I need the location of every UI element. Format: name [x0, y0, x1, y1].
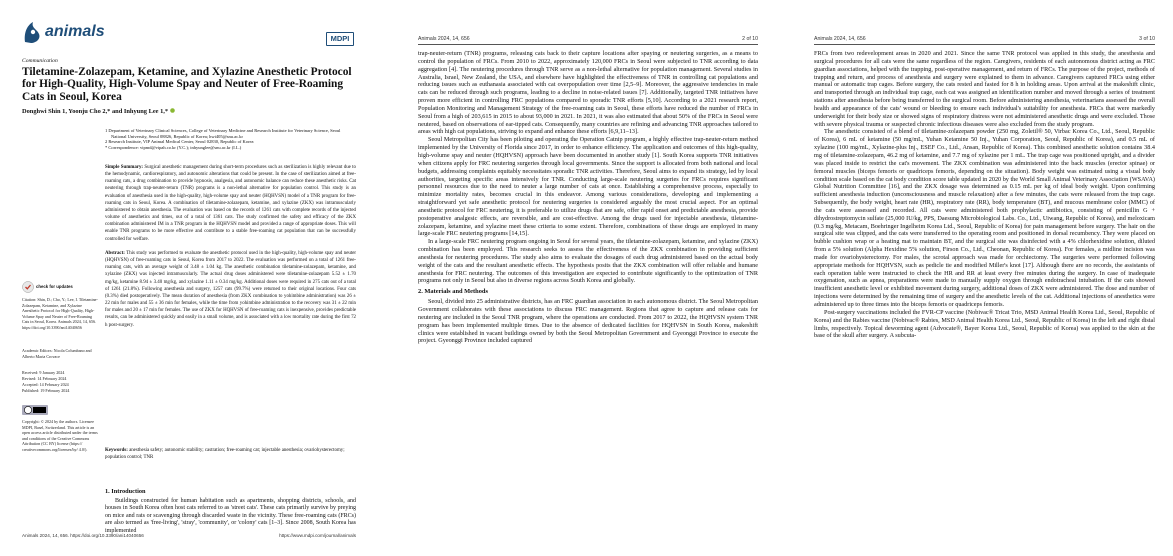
page-footer: [22, 533, 356, 538]
paragraph: trap-neuter-return (TNR) programs, releasing cats back to their capture locations after spaying or neutering surgeries, as a means to control the population of FRCs. From 2010 to 2022, approximately 120,000 FRCs in Seoul were subjected to TNR according to data aggregation [4]. The neutering procedures through TNR serve as a non-lethal alternative for population management. Several studies in Australia, Israel, New Zealand, the USA, and elsewhere have highlighted the effectiveness of TNR in controlling cat populations and reducing issues such as euthanasia associated with cat overpopulation over time [2,5–9]. Moreover, the aggressive tendencies in male cats can be reduced through such programs, leading to a decline in noise-related issues [7]. Additionally, targeted TNR initiatives have proven more efficient in controlling FRC populations compared to sporadic TNR efforts [5,10]. According to a 2021 research report, Population Monitoring and Management Strategy of the free-roaming cats in Seoul, these efforts have reduced the number of FRCs in Seoul from a high of 203,615 in 2015 to about 93,000 in 2021. In 2021, it was also estimated that about 50% of the FRCs in Seoul were neutered, based on observations of ear-tipped cats. Consequently, many countries are refining and advancing TNR approaches tailored to areas with high cat populations, striving to expand and enhance these efforts [6,9,11–13].: [418, 50, 758, 136]
date-published: Published: 19 February 2024: [22, 388, 70, 393]
journal-logo[interactable]: [22, 20, 105, 44]
header-citation: Animals 2024, 14, 656: [814, 36, 866, 42]
intro-paragraph: Buildings constructed for human habitation such as apartments, shopping districts, schools, and houses in South Korea often host cats referred to as 'street cats'. These cats primarily survive by preying on mice and rats or scavenging through discarded waste in the vicinity. These free-roaming cats (FRCs) are also termed as 'free-living', 'stray', 'community', or 'colony' cats [1–3]. Since 2008, South Korea has implemented: [105, 497, 356, 534]
affiliation-1: 1 Department of Veterinary Clinical Sciences, College of Veterinary Medicine and Research Institute for Veterinary Science, Seoul National University, Seoul 08826, Republic of Korea; hwi405@snu.ac.kr: [105, 128, 341, 139]
simple-summary-label: Simple Summary:: [105, 165, 144, 170]
page-number: 3 of 10: [1139, 36, 1155, 42]
citation: Citation: Shin, D.; Cho, Y.; Lee, I. Tiletamine-Zolazepam, Ketamine, and Xylazine Anesthetic Protocol for High-Quality, High-Volume Spay and Neuter of Free-Roaming Cats in Seoul, Korea. Animals 2024, 14, 656. https://doi.org/10.3390/ani14040656: [22, 297, 98, 330]
page-number: 2 of 10: [742, 36, 758, 42]
date-received: Received: 9 January 2024: [22, 370, 65, 375]
page-3: [792, 0, 1173, 556]
abstract-label: Abstract:: [105, 251, 125, 256]
orcid-icon[interactable]: [170, 108, 175, 113]
header-rule: [814, 44, 1155, 45]
introduction-section: [105, 488, 356, 535]
header-rule: [418, 44, 758, 45]
intro-heading: 1. Introduction: [105, 488, 146, 495]
article-title: Tiletamine-Zolazepam, Ketamine, and Xylazine Anesthetic Protocol for High-Quality, High-Volume Spay and Neuter of Free-Roaming Cats in Seoul, Korea: [22, 66, 352, 103]
paragraph: In a large-scale FRC neutering program ongoing in Seoul for several years, the tiletamine-zolazepam, ketamine, and xylazine (ZKX) combination has been employed. This research seeks to assess the effectiveness of the ZKX combination in providing sufficient anesthesia for neutering procedures. The study also aims to evaluate the dosages of each drug administered based on the actual body weight of the cats and the resultant anesthetic effects. The hypothesis posits that the ZKX combination will offer reliable and humane anesthesia for FRC neutering. The outcomes of this investigation are expected to contribute significantly to the optimization of TNR programs not only in Seoul but also in diverse regions across South Korea and globally.: [418, 238, 758, 285]
keywords-label: Keywords:: [105, 448, 128, 453]
page-header: [814, 36, 1155, 42]
section-heading: 2. Materials and Methods: [418, 288, 488, 296]
cc-license-icon[interactable]: [22, 405, 48, 415]
date-revised: Revised: 14 February 2024: [22, 376, 67, 381]
publisher-logo[interactable]: MDPI: [326, 32, 354, 46]
keywords-text: anesthesia safety; autonomic stability; castration; free-roaming cat; injectable anesthesia; ovariohysterectomy; population control; TNR: [105, 448, 345, 460]
abstract-text: This study was performed to evaluate the anesthetic protocol used in the high-quality, high-volume spay and neuter (HQHVSN) of free-roaming cats in Seoul, Korea from 2017 to 2022. The evaluation was performed on a total of 1261 free-roaming cats, with an average weight of 3.48 ± 1.04 kg. The anesthetic combination tiletamine-zolazepam, ketamine, and xylazine (ZKX) was injected intramuscularly. The actual drug doses administered were tiletamine-zolazepam 5.52 ± 1.70 mg/kg, ketamine 8.94 ± 3.40 mg/kg, and xylazine 1.11 ± 0.34 mg/kg. Additional doses were required in 275 cats out of a total of 1261 (21.8%). Following anesthesia and surgery, 1257 cats (99.7%) were returned to their original locations. Four cats (0.3%) died postoperatively. The mean duration of anesthesia (from ZKX combination to yohimbine administration) was 26 ± 22 min for males and 55 ± 36 min for females, while the time from yohimbine administration to the recovery was 31 ± 22 min for males and 20 ± 17 min for females. The use of ZKX for HQHVSN of free-roaming cats is inexpensive, provides predictable results, can be administered quickly and easily in a small volume, and is associated with a low mortality rate during the first 72 h post-surgery.: [105, 251, 356, 328]
author-list: [22, 108, 175, 115]
body-text: [814, 50, 1155, 340]
journal-name: animals: [45, 23, 105, 40]
footer-citation[interactable]: Animals 2024, 14, 656. https://doi.org/10.3390/ani14040656: [22, 533, 144, 538]
check-updates-icon: [22, 281, 34, 293]
paragraph: Post-surgery vaccinations included the FVR-CP vaccine (Nobivac® Tricat Trio, MSD Animal Health Korea Ltd., Seoul, Republic of Korea) and the Rabies vaccine (Nobivac® Rabies, MSD Animal Health Korea Ltd., Seoul, Republic of Korea) in the left and right distal limbs, respectively. Topical deworming agent (Advocate®, Bayer Korea Ltd., Seoul, Republic of Korea) was applied to the skin at the base of the skull after surgery. A subcuta-: [814, 308, 1155, 340]
page-1: [0, 0, 380, 556]
check-updates-text: check for updates: [36, 283, 73, 289]
page-2: [396, 0, 776, 556]
copyright-notice: Copyright: © 2024 by the authors. Licensee MDPI, Basel, Switzerland. This article is an open access article distributed under the terms and conditions of the Creative Commons Attribution (CC BY) license (https:// creativecommons.org/licenses/by/ 4.0/).: [22, 419, 98, 452]
check-for-updates-badge[interactable]: [22, 281, 73, 293]
footer-journal-url[interactable]: https://www.mdpi.com/journal/animals: [279, 533, 356, 538]
paragraph: FRCs from two redevelopment areas in 2020 and 2021. Since the same TNR protocol was applied in this study, the anesthesia and surgical procedures for all cats were the same regardless of the region. Caregivers, residents of each autonomous district acting as FRC guardian associations, helped with the trapping, post-operative management, and return of FRCs. The purpose of the project, methods of trapping and return, and process of anesthesia and surgery were explained to them in advance. Caregivers captured FRCs using either manual or automatic trap cages. Before surgery, the cats rested and fasted for 8 h in holding areas. Upon arrival at the makeshift clinic, and transported through an individual trap cage, each cat was assigned an identification number and moved through a series of treatment stations after anesthesia before being transferred to the surgical room. Before administering anesthesia, veterinarians assessed the overall health and appearance of the cats' wound or bleeding to ensure each individual's suitability for anesthesia. FRCs that were markedly underweight for their body size or showed signs of respiratory distress were not administered anesthetic drugs and were excluded. Those with severe physical trauma or suspected chronic infectious diseases were also excluded from the study program.: [814, 50, 1155, 128]
date-accepted: Accepted: 14 February 2024: [22, 382, 69, 387]
affiliations: [105, 128, 356, 150]
animals-logo-icon: [22, 20, 42, 44]
body-text: [418, 50, 758, 345]
article-type: Communication: [22, 58, 58, 64]
paragraph: Seoul Metropolitan City has been piloting and operating the Operation Catnip program, a highly effective trap-neuter-return method implemented by the University of Florida since 2017, in order to enhance efficiency. The application and outcomes of this high-quality, high-volume spay and neuter (HQHVSN) approach have been documented in another study [1]. South Korea supports TNR initiatives when citizens apply for FRC neutering surgeries through local governments. Since the support is allocated from both national and local budgets, addressing complaints equitably necessitates sporadic TNR activities. Therefore, Seoul aims to expand its strategy, led by local authorities, targeting specific areas intensively for TNR. Conducting large-scale neutering surgeries for FRCs requires significant personnel resources due to the need to neuter a large number of cats at once. Establishing a comprehensive process, especially to minimize mortality rates, becomes crucial in this endeavor. Among various considerations, developing and implementing a straightforward yet safe anesthetic protocol for neutering surgeries is considered arguably the most crucial aspect. For an optimal anesthetic protocol for FRC neutering, it is preferable to utilize drugs that are safe, offer rapid onset and predictable anesthesia, provide postoperative analgesic effects, are reversible, and are cost-effective. Among the drugs used for injectable anesthesia, tiletamine-zolazepam, ketamine, and xylazine meet these criteria to some extent. Therefore, combinations of these drugs are employed in many large-scale FRC neutering programs [14,15].: [418, 136, 758, 238]
keywords: [105, 448, 356, 462]
paragraph: The anesthetic consisted of a blend of tiletamine-zolazepam powder (250 mg, Zoletil® 50, Virbac Korea Co., Ltd., Seoul, Republic of Korea), 6 mL of ketamine (50 mg/mL, Yuhan Ketamine 50 Inj., Yuhan Corporation, Seoul, Republic of Korea), and 0.5 mL of xylazine (100 mg/mL, Xylazine-plus Inj., ESEF Co., Ltd., Ansan, Republic of Korea). This combined anesthetic solution contains 38.4 mg of tiletamine-zolazepam, 46.2 mg of ketamine, and 7.7 mg of xylazine per 1 mL. The trap cage was positioned upright, and a divider was placed inside to restrict the cat's movement. The ZKX combination was administered into the back muscles (erector spinae) or femoral muscles (biceps femoris or quadriceps femoris, depending on the situation). Body weight was estimated using a visual body condition scale based on the cat body condition score table updated in 2020 by the World Small Animal Veterinary Association (WSAVA) Global Nutrition Committee [16], and the ZKX dosage was determined as 0.15 mL per kg of ideal body weight. Upon confirming sufficient anesthesia induction (unconsciousness and muscle relaxation) after a few minutes, the cats were released from the trap cage. Subsequently, the body weight, heart rate (HR), respiratory rate (RR), body temperature (BT), and mucous membrane color (MMC) of the cats were assessed and recorded. All cats were administered both prophylactic antibiotics, consisting of penicillin G + dihydrostreptomycin sulfate (25,000 IU/kg, PPS, Daesung Microbiological Labs. Co., Ltd., Uiwang, Republic of Korea), and meloxicam (0.3 mg/kg, Metacam, Boehringer Ingelheim Korea Ltd., Seoul, Republic of Korea) for pain management before surgery. The hair on the surgical site was clipped, and the cats were transferred to the operating room and positioned in dorsal recumbency. They were placed on bubble cushion wrap or a heating mat to maintain BT, and the surgical site was disinfected with a 4% chlorhexidine solution, diluted from a 5% solution (Alpha Hexidine 5% solution, Firson Co., Ltd., Cheonan, Republic of Korea). For females, a midline incision was made for ovariohysterectomy. For males, the scrotal approach was made for orchiectomy. The surgeries were performed following appropriate methods for HQHVSN, such as pedicle tie and modified Miller's knot [17]. Although there are no records, the assistants of each operation table were instructed to check the HR and RR at least every five minutes during the surgery. In case of inadequate oxygenation, such as apnea, preparations were made to manually supply oxygen through endotracheal intubation. If the cats showed insufficient anesthetic level or exhibited movement during surgery, additional doses of ZKX were administered. The dose and number of injections were determined by the remaining time of surgery and the anesthetic levels of the cat. Additional injections of anesthetics were administered up to three times into the biceps femoris or quadriceps femoris.: [814, 128, 1155, 308]
correspondence: * Correspondence: vipmd@vipah.co.kr (Y.C.); inhyunglee@snu.ac.kr (I.L.): [105, 144, 242, 150]
abstract: [105, 250, 356, 329]
affiliation-2: 2 Research Institute, VIP Animal Medical Center, Seoul 02830, Republic of Korea: [105, 139, 254, 145]
paragraph: Seoul, divided into 25 administrative districts, has an FRC guardian association in each autonomous district. The Seoul Metropolitan Government collaborates with these associations to discuss FRC management. Regions that agree to capture and release cats for neutering are included in the Seoul TNR program, where the operations are conducted. From 2017 to 2022, the HQHVSN system TNR program has been implemented multiple times. Due to the absence of dedicated facilities for HQHVSN in South Korea, makeshift clinics were established in vacant buildings owned by both the Seoul Metropolitan Government and Gyeonggi Province to execute the project. Gyeonggi Province included captured: [418, 298, 758, 345]
simple-summary: [105, 164, 356, 243]
academic-editors: Academic Editors: Nicola Columbano and Alberto Maria Crovace: [22, 348, 92, 359]
header-citation: Animals 2024, 14, 656: [418, 36, 470, 42]
page-header: [418, 36, 758, 42]
simple-summary-text: Surgical anesthetic management during short-term procedures such as sterilization is highly relevant due to the hemodynamic, cardiorespiratory, and autonomic alterations that could be present. In the case of sterilization aimed at free-roaming cats, a drug combination to provide hypnosis, analgesia, and autonomic balance can reduce these anesthetic risks. Cat neutering through trap-neuter-return (TNR) programs is a non-lethal alternative for population control. This study is an evaluation of anesthesia used in the high-quality, high-volume spay and neuter (HQHVSN) model of a TNR program for free-roaming cats in Seoul, Korea. A combination of tiletamine-zolazepam, ketamine, and xylazine (ZKX) was intramuscularly administered to obtain anesthesia. The evaluation was based on the records of 1261 cats with complete records of the injected volume of anesthetics and times, out of a total of 1361 cats. The study confirmed the safety and efficacy of the ZKX combination administered IM in a TNR program in the HQHVSN model and provided a range of appropriate doses. This will enable TNR programs to be more effective and contribute to a stable free-roaming cat population that can be successfully controlled for welfare.: [105, 165, 356, 242]
authors-text: Donghwi Shin 1, Yoonju Cho 2,* and Inhyung Lee 1,*: [22, 108, 169, 115]
